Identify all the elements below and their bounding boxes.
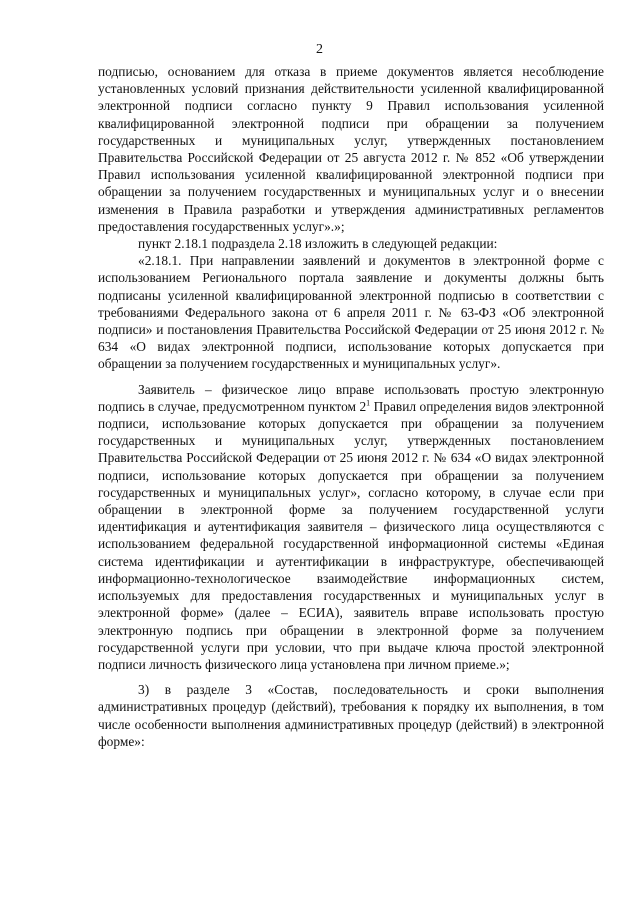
paragraph-text-part-1: Заявитель – физическое лицо вправе использовать простую электронную подпись в случае, предусмотренном пунктом 2 <box>98 381 604 414</box>
paragraph-continuation: подписью, основанием для отказа в приеме документов является несоблюдение установленных условий признания действительности усиленной квалифицированной электронной подписи согласно пункту 9 Правил использования усиленной квалифицированной электронной подписи при обращении за получением государственных и муниципальных услуг, утвержденных постановлением Правительства Российской Федерации от 25 августа 2012 г. № 852 «Об утверждении Правил использования усиленной квалифицированной электронной подписи при обращении за получением государственных и муниципальных услуг и о внесении изменения в Правила разработки и утверждения административных регламентов предоставления государственных услуг».»; <box>98 64 604 234</box>
document-body <box>98 63 604 750</box>
paragraph-simple-signature <box>98 381 604 673</box>
footnote-superscript: 1 <box>366 398 371 408</box>
page-number: 2 <box>316 42 323 57</box>
paragraph-spacer <box>98 373 604 381</box>
paragraph-text-part-2: Правил определения видов электронной подписи, использование которых допускается при обращении за получением государственных и муниципальных услуг, утвержденных постановлением Правительства Российской Федерации от 25 июня 2012 г. № 634 «О видах электронной подписи, использование которых допускается при обращении за получением государственных и муниципальных услуг», согласно которому, в случае если при обращении в электронной форме за получением государственной услуги идентификация и аутентификация заявителя – физического лица осуществляются с использованием федеральной государственной информационной системы «Единая система идентификации и аутентификации в инфраструктуре, обеспечивающей информационно-технологическое взаимодействие информационных систем, используемых для предоставления государственных и муниципальных услуг в электронной форме» (далее – ЕСИА), заявитель вправе использовать простую электронную подпись при обращении в электронной форме за получением государственной услуги при условии, что при выдаче ключа простой электронной подписи личность физического лица установлена при личном приеме.»; <box>98 398 604 672</box>
paragraph-section-3: 3) в разделе 3 «Состав, последовательность и сроки выполнения административных процедур (действий), требования к порядку их выполнения, в том числе особенности выполнения административных процедур (действий) в электронной форме»: <box>98 682 604 749</box>
paragraph-spacer <box>98 673 604 681</box>
paragraph-amendment-intro: пункт 2.18.1 подраздела 2.18 изложить в следующей редакции: <box>138 236 498 252</box>
paragraph-2-18-1: «2.18.1. При направлении заявлений и документов в электронной форме с использованием Регионального портала заявление и документы должны быть подписаны усиленной квалифицированной электронной подписью в соответствии с требованиями Федерального закона от 6 апреля 2011 г. № 63-ФЗ «Об электронной подписи» и постановления Правительства Российской Федерации от 25 июня 2012 г. № 634 «О видах электронной подписи, использование которых допускается при обращении за получением государственных и муниципальных услуг». <box>98 253 604 372</box>
